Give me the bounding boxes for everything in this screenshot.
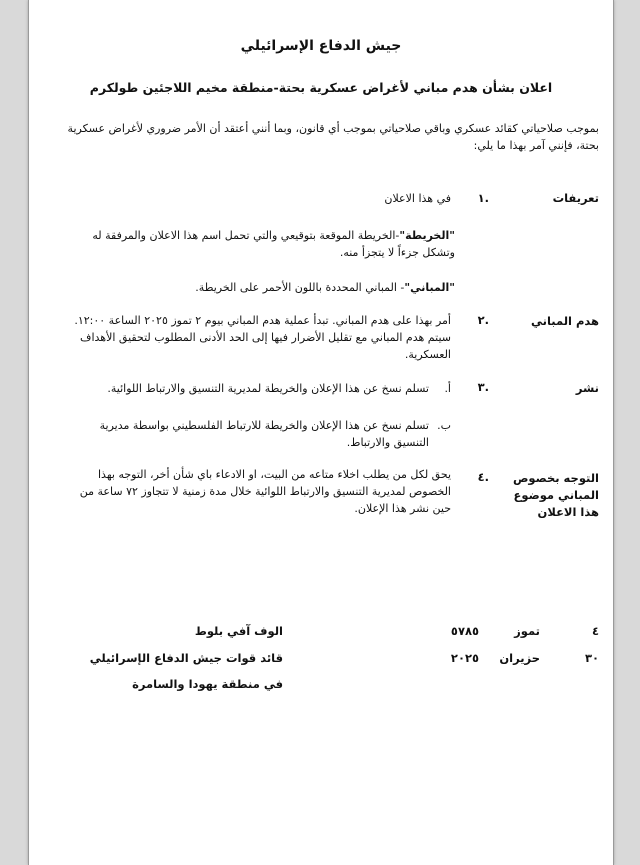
section-3-number: .٣: [477, 380, 489, 394]
definition-buildings: [65, 279, 455, 296]
section-3-b-text: تسلم نسخ عن هذا الإعلان والخريطة للارتباط الفلسطيني بواسطة مديرية التنسيق والارتباط.: [99, 419, 429, 449]
definition-map: [65, 227, 455, 261]
date-month-1: تموز: [514, 624, 540, 638]
section-3-label: نشر: [575, 381, 599, 395]
definition-map-term: "الخريطة": [399, 229, 455, 242]
signature-region: في منطقة يهودا والسامرة: [132, 677, 283, 691]
definition-map-text: -الخريطة الموقعة بتوقيعي والتي تحمل اسم هذا الاعلان والمرفقة له وتشكل جزءاً لا يتجزأ منه.: [92, 229, 455, 259]
section-4-text: يحق لكل من يطلب اخلاء متاعه من البيت، او الادعاء باي شأن أخر، التوجه بهذا الخصوص لمديرية التنسيق والارتباط اللوائية خلال مدة زمنية لا تتجاوز ٧٢ ساعة من حين نشر هذا الإعلان.: [79, 468, 451, 515]
section-4-number: .٤: [477, 470, 489, 484]
section-1-number: .١: [477, 191, 489, 205]
date-day-2: ٣٠: [584, 651, 599, 665]
document-title: جيش الدفاع الإسرائيلي: [240, 38, 402, 54]
section-1-label: تعريفات: [552, 191, 599, 205]
date-year-1: ٥٧٨٥: [450, 624, 479, 638]
signature-title: قائد قوات جيش الدفاع الإسرائيلي: [89, 651, 283, 665]
intro-paragraph: بموجب صلاحياتي كقائد عسكري وباقي صلاحياتي بموجب أي قانون، وبما أنني أعتقد أن الأمر ضروري لأغراض عسكرية بحتة، فإنني آمر بهذا ما يلي:: [67, 122, 599, 152]
section-3-a-marker: أ.: [444, 382, 451, 395]
signature-name: الوف آفي بلوط: [194, 624, 283, 638]
definition-buildings-term: "المباني": [404, 281, 455, 294]
section-3-b-marker: ب.: [437, 419, 451, 432]
date-year-2: ٢٠٢٥: [450, 651, 479, 665]
date-month-2: حزيران: [499, 651, 540, 665]
section-3-a-text: تسلم نسخ عن هذا الإعلان والخريطة لمديرية التنسيق والارتباط اللوائية.: [107, 382, 429, 395]
section-4-label: التوجه بخصوص المباني موضوع هذا الاعلان: [512, 471, 599, 519]
section-2-text: أمر بهذا على هدم المباني. تبدأ عملية هدم المباني بيوم ٢ تموز ٢٠٢٥ الساعة ١٢:٠٠. سيتم هدم المباني مع تقليل الأضرار فيها إلى الحد الأدنى المطلوب لتحقيق الأهداف العسكرية.: [74, 314, 451, 361]
document-page: [28, 0, 614, 865]
section-2-label: هدم المباني: [531, 314, 599, 328]
section-2-number: .٢: [477, 313, 489, 327]
document-subtitle: اعلان بشأن هدم مباني لأغراض عسكرية بحتة-منطقة مخيم اللاجئين طولكرم: [89, 80, 553, 95]
section-1-intro: في هذا الاعلان: [384, 192, 451, 205]
date-day-1: ٤: [591, 624, 599, 638]
definition-buildings-text: - المباني المحددة باللون الأحمر على الخريطة.: [195, 281, 405, 294]
